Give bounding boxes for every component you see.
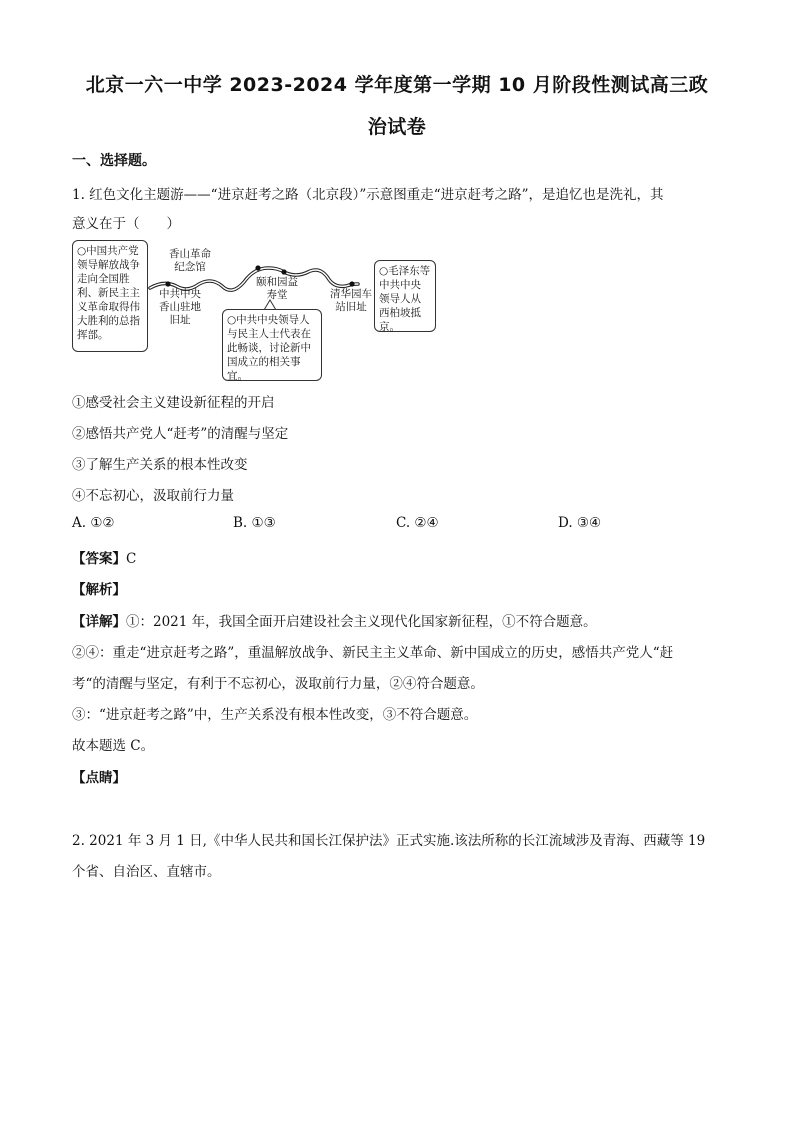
comment-tag: 【点睛】 (72, 770, 126, 786)
label-qinghua: 清华园车站旧址 (330, 288, 372, 313)
conclusion-line: 故本题选 C。 (72, 738, 155, 754)
detail-text-1: ①：2021 年，我国全面开启建设社会主义现代化国家新征程，①不符合题意。 (126, 614, 597, 630)
q1-answer (72, 547, 136, 567)
document-title-line2: 治试卷 (367, 116, 427, 138)
answer-tag: 【答案】 (72, 551, 126, 567)
answer-value: C (126, 551, 137, 567)
q1-item-3: ③了解生产关系的根本性改变 (72, 457, 248, 473)
analysis-tag: 【解析】 (72, 582, 126, 598)
xiangshan-memorial-dot (165, 281, 170, 286)
q2-stem-line1: 2. 2021 年 3 月 1 日,《中华人民共和国长江保护法》正式实施.该法所称的长江流域涉及青海、西藏等 19 (72, 833, 706, 849)
callout-right: ○毛泽东等中共中央领导人从西柏坡抵京。 (374, 260, 436, 332)
yiheyuan-dot-2 (281, 269, 286, 274)
route-diagram (72, 238, 444, 382)
callout-middle: ○中共中央领导人与民主人士代表在此畅谈，讨论新中国成立的相关事宜。 (222, 309, 322, 381)
q1-option-c: C. ②④ (396, 515, 439, 531)
qinghua-dot (349, 281, 354, 286)
detail-tag: 【详解】 (72, 614, 126, 630)
detail-line-2a: ②④：重走“进京赶考之路”，重温解放战争、新民主主义革命、新中国成立的历史，感悟共产党人“赶 (72, 645, 674, 661)
q1-item-2: ②感悟共产党人“赶考”的清醒与坚定 (72, 426, 289, 442)
label-xiangshan-memorial: 香山革命纪念馆 (169, 248, 211, 273)
label-yiheyuan: 颐和园益寿堂 (256, 276, 298, 301)
callout-left: ○中国共产党领导解放战争走向全国胜利、新民主主义革命取得伟大胜利的总指挥部。 (72, 240, 148, 352)
q1-stem-line1: 1. 红色文化主题游——“进京赶考之路（北京段）”示意图重走“进京赶考之路”，是追忆也是洗礼，其 (72, 187, 664, 203)
section-heading: 一、选择题。 (72, 153, 156, 169)
detail-line-2b: 考“的清醒与坚定，有利于不忘初心，汲取前行力量，②④符合题意。 (72, 676, 484, 692)
q1-stem-line2: 意义在于（ ） (72, 216, 180, 232)
document-title-line1: 北京一六一中学 2023-2024 学年度第一学期 10 月阶段性测试高三政 (85, 74, 709, 96)
label-xiangshan-site: 中共中央香山驻地旧址 (159, 288, 201, 326)
detail-line-1 (72, 610, 597, 630)
yiheyuan-dot-1 (255, 265, 260, 270)
detail-line-3: ③：“进京赶考之路”中，生产关系没有根本性改变，③不符合题意。 (72, 707, 478, 723)
q1-option-a: A. ①② (72, 515, 115, 531)
q2-stem-line2: 个省、自治区、直辖市。 (72, 864, 221, 880)
q1-item-4: ④不忘初心，汲取前行力量 (72, 488, 234, 504)
q1-option-b: B. ①③ (233, 515, 276, 531)
q1-item-1: ①感受社会主义建设新征程的开启 (72, 395, 275, 411)
q1-option-d: D. ③④ (558, 515, 602, 531)
